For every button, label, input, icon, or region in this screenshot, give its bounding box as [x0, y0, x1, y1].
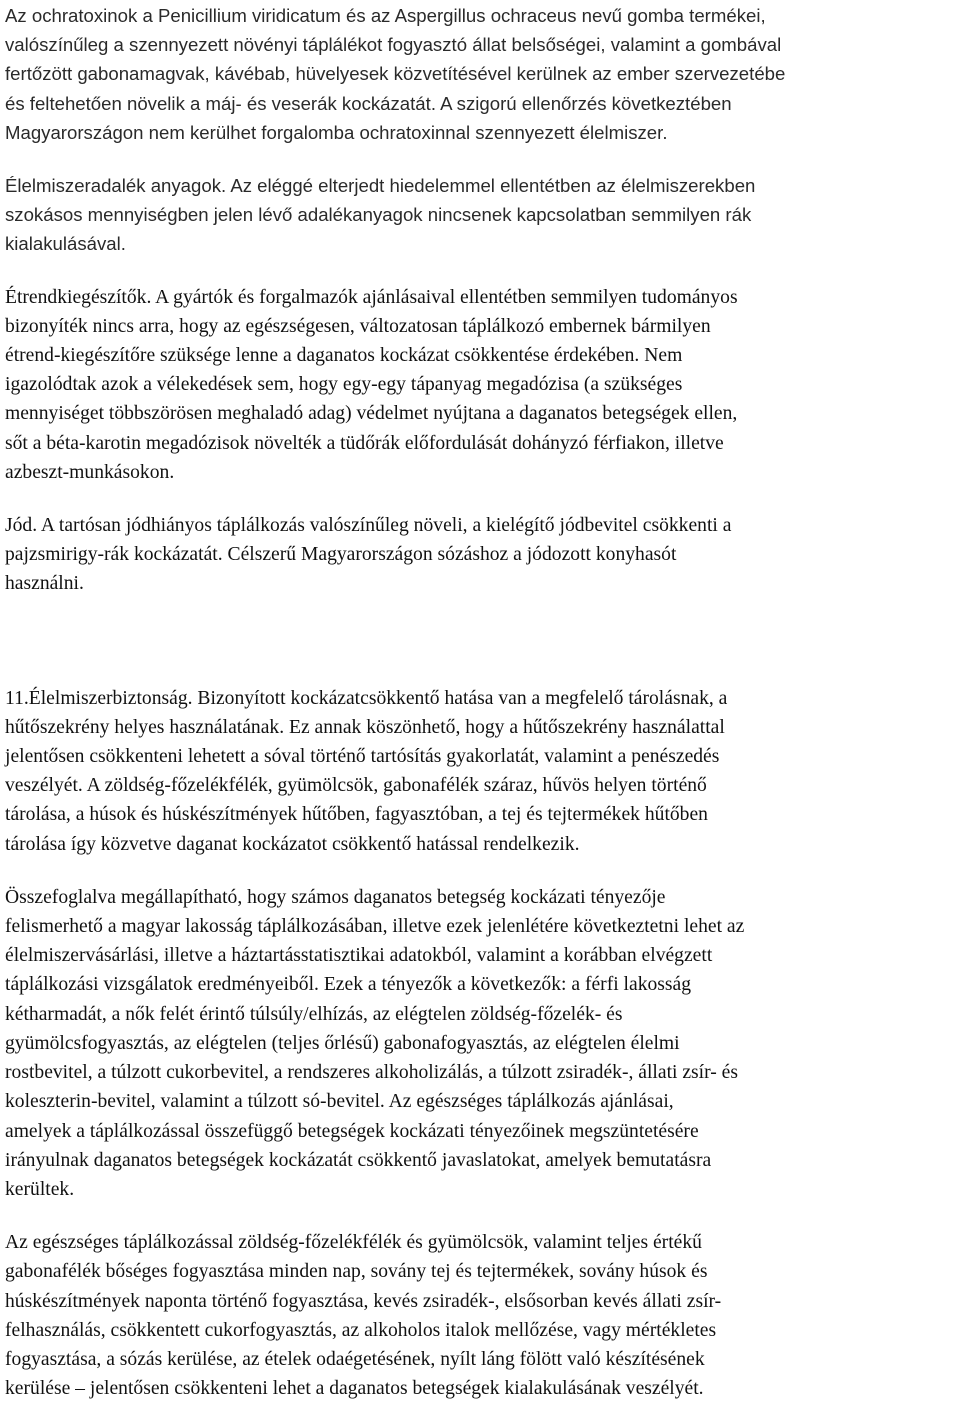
text-line: használni. [5, 573, 84, 595]
text-line: kerülése – jelentősen csökkenteni lehet a daganatos betegségek kialakulásának veszélyét. [5, 1378, 704, 1400]
text-line: tárolása, a húsok és húskészítmények hűtőben, fagyasztóban, a tej és tejtermékek hűtőben [5, 804, 708, 826]
paragraph-summary [5, 883, 957, 1204]
paragraph-iodine [5, 511, 957, 599]
text-line: gyümölcsfogyasztás, az elégtelen (teljes őrlésű) gabonafogyasztás, az elégtelen élelmi [5, 1032, 680, 1054]
text-line: hűtőszekrény helyes használatának. Ez annak köszönhető, hogy a hűtőszekrény használattal [5, 716, 725, 738]
text-line: és feltehetően növelik a máj- és veserák kockázatát. A szigorú ellenőrzés következtében [5, 92, 732, 114]
text-line: Élelmiszeradalék anyagok. Az eléggé elterjedt hiedelemmel ellentétben az élelmiszerekben [5, 175, 756, 197]
text-line: fertőzött gabonamagvak, kávébab, hüvelyesek közvetítésével kerülnek az ember szervezetébe [5, 63, 786, 85]
text-line: rostbevitel, a túlzott cukorbevitel, a rendszeres alkoholizálás, a túlzott zsiradék-, állati zsír- és [5, 1062, 739, 1084]
paragraph-ochratoxin [5, 1, 957, 147]
text-line: amelyek a táplálkozással összefüggő betegségek kockázati tényezőinek megszüntetésére [5, 1120, 699, 1142]
text-line: Az egészséges táplálkozással zöldség-főzelékfélék és gyümölcsök, valamint teljes értékű [5, 1232, 702, 1254]
text-line: felhasználás, csökkentett cukorfogyasztás, az alkoholos italok mellőzése, vagy mértékletes [5, 1319, 717, 1341]
paragraph-food-additives [5, 171, 957, 259]
text-line: táplálkozási vizsgálatok eredményeiből. Ezek a tényezők a következők: a férfi lakosság [5, 974, 692, 996]
text-line: kialakulásával. [5, 233, 126, 255]
text-line: étrend-kiegészítőre szüksége lenne a daganatos kockázat csökkentése érdekében. Nem [5, 345, 683, 367]
text-line: Magyarországon nem kerülhet forgalomba ochratoxinnal szennyezett élelmiszer. [5, 121, 668, 143]
text-line: valószínűleg a szennyezett növényi táplálékot fogyasztó állat belsőségei, valamint a gombával [5, 34, 782, 56]
text-line: tárolása így közvetve daganat kockázatot csökkentő hatással rendelkezik. [5, 833, 580, 855]
document-page [5, 0, 957, 1403]
text-line: azbeszt-munkásokon. [5, 461, 175, 483]
text-line: pajzsmirigy-rák kockázatát. Célszerű Magyarországon sózáshoz a jódozott konyhasót [5, 544, 677, 566]
text-line: felismerhető a magyar lakosság táplálkozásában, illetve ezek jelenlétére következtetni lehet az [5, 916, 745, 938]
text-line: veszélyét. A zöldség-főzelékfélék, gyümölcsök, gabonafélék száraz, hűvös helyen történő [5, 775, 707, 797]
text-line: irányulnak daganatos betegségek kockázatát csökkentő javaslatokat, amelyek bemutatásra [5, 1149, 712, 1171]
paragraph-healthy-diet [5, 1228, 957, 1403]
text-line: húskészítmények naponta történő fogyasztása, kevés zsiradék-, elsősorban kevés állati zsír- [5, 1290, 722, 1312]
text-line: Az ochratoxinok a Penicillium viridicatum és az Aspergillus ochraceus nevű gomba termékei, [5, 5, 766, 26]
text-line: Összefoglalva megállapítható, hogy számos daganatos betegség kockázati tényezője [5, 886, 666, 908]
text-line: kétharmadát, a nők felét érintő túlsúly/elhízás, az elégtelen zöldség-főzelék- és [5, 1003, 623, 1025]
text-line: élelmiszervásárlási, illetve a háztartásstatisztikai adatokból, valamint a korábban elvégzett [5, 945, 713, 967]
text-line: sőt a béta-karotin megadózisok növelték a tüdőrák előfordulását dohányzó férfiakon, illetve [5, 432, 724, 454]
paragraph-food-safety [5, 684, 957, 859]
text-line: szokásos mennyiségben jelen lévő adalékanyagok nincsenek kapcsolatban semmilyen rák [5, 204, 752, 226]
text-line: mennyiséget többszörösen meghaladó adag) védelmet nyújtana a daganatos betegségek ellen, [5, 403, 738, 425]
text-line: Étrendkiegészítők. A gyártók és forgalmazók ajánlásaival ellentétben semmilyen tudományos [5, 286, 738, 308]
text-line: kerültek. [5, 1178, 75, 1200]
text-line: koleszterin-bevitel, valamint a túlzott só-bevitel. Az egészséges táplálkozás ajánlásai, [5, 1091, 674, 1113]
text-line: Jód. A tartósan jódhiányos táplálkozás valószínűleg növeli, a kielégítő jódbevitel csökkenti a [5, 515, 732, 537]
text-line: fogyasztása, a sózás kerülése, az ételek odaégetésének, nyílt láng fölött való készítésének [5, 1348, 705, 1370]
text-line: gabonafélék bőséges fogyasztása minden nap, sovány tej és tejtermékek, sovány húsok és [5, 1261, 708, 1283]
text-line: bizonyíték nincs arra, hogy az egészségesen, változatosan táplálkozó embernek bármilyen [5, 315, 711, 337]
text-line: 11.Élelmiszerbiztonság. Bizonyított kockázatcsökkentő hatása van a megfelelő tárolásnak, a [5, 687, 728, 709]
paragraph-dietary-supplements [5, 283, 957, 487]
text-line: igazolódtak azok a vélekedések sem, hogy egy-egy tápanyag megadózisa (a szükséges [5, 374, 683, 396]
text-line: jelentősen csökkenteni lehetett a sóval történő tartósítás gyakorlatát, valamint a penészedés [5, 746, 720, 768]
